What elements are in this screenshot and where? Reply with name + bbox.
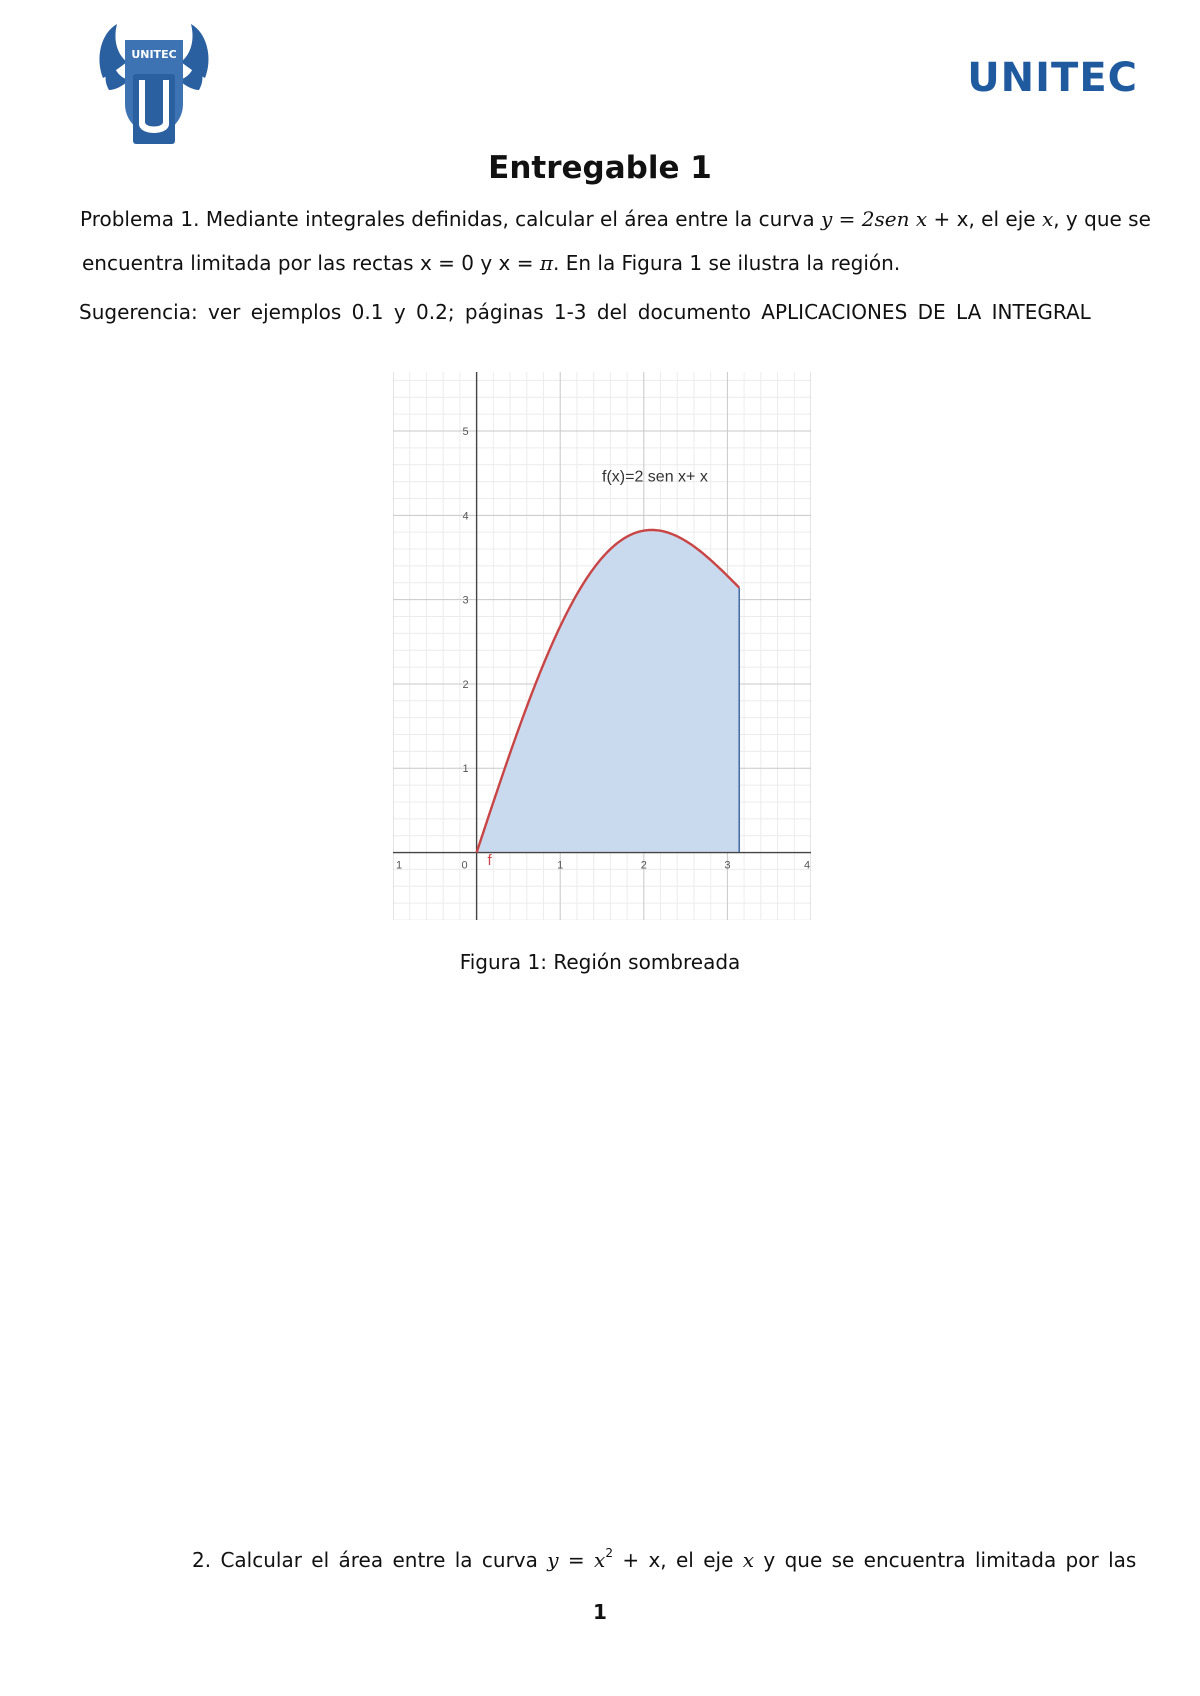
problem-1-line-1: Problema 1. Mediante integrales definidas, calcular el área entre la curva y = 2sen x + x, el eje x, y que se (80, 207, 1151, 231)
brand-wordmark: UNITEC (967, 55, 1138, 101)
y-tick-label: 1 (462, 763, 469, 776)
unitec-emblem-logo (95, 18, 213, 150)
x-tick-label: 1 (395, 859, 403, 872)
page-number: 1 (593, 1600, 607, 1624)
x-tick-label: 4 (803, 859, 811, 872)
y-tick-label: 5 (462, 426, 469, 439)
curve-name-label: f (487, 852, 492, 870)
page-title: Entregable 1 (488, 150, 712, 186)
x-tick-label: 0 (461, 859, 468, 872)
area-chart (393, 372, 811, 920)
problem-1-line-2: encuentra limitada por las rectas x = 0 y x = π. En la Figura 1 se ilustra la región. (82, 251, 901, 275)
x-tick-label: 2 (640, 859, 647, 872)
y-tick-label: 4 (462, 510, 469, 523)
suggestion-text: Sugerencia: ver ejemplos 0.1 y 0.2; páginas 1-3 del documento APLICACIONES DE LA INTEGRAL (79, 300, 1091, 324)
y-tick-label: 3 (462, 594, 469, 607)
problem-2-text: 2. Calcular el área entre la curva $y = x^2 + x$, el eje x y que se encuentra limitada por las (192, 1546, 1137, 1572)
shaded-region (477, 530, 740, 853)
emblem-text: UNITEC (131, 48, 177, 61)
x-tick-label: 3 (724, 859, 731, 872)
function-label: f(x)=2 sen x+ x (602, 468, 708, 486)
figure-caption: Figura 1: Región sombreada (459, 950, 741, 974)
x-tick-label: 1 (557, 859, 564, 872)
y-tick-label: 2 (462, 678, 469, 691)
